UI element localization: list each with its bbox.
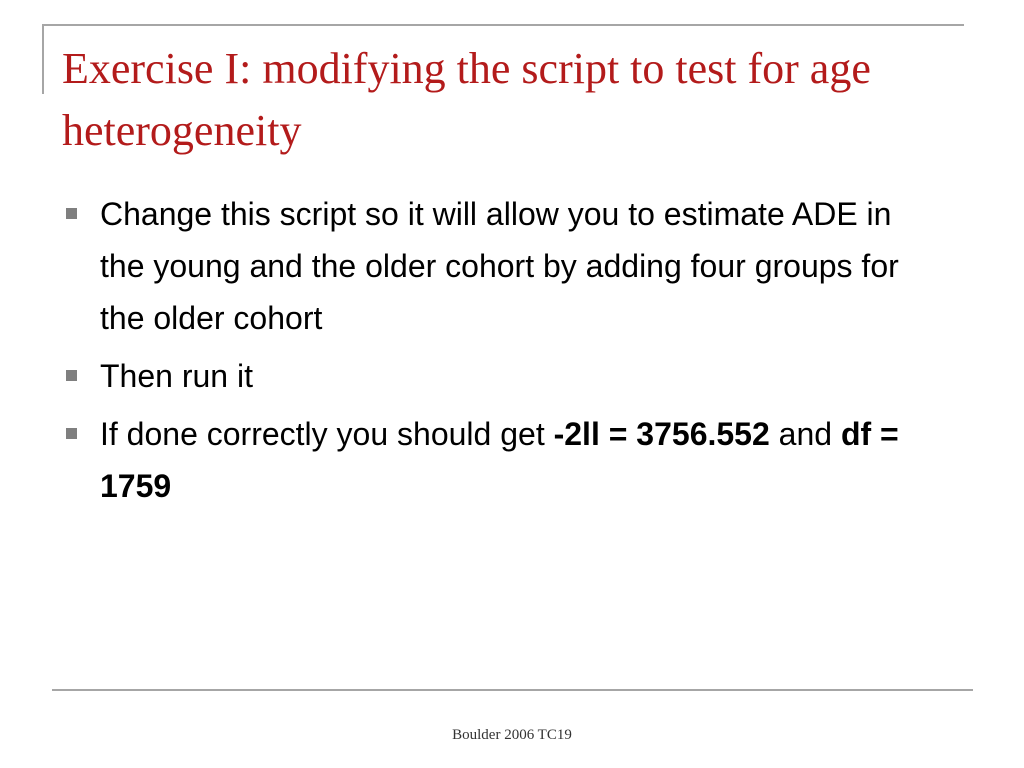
square-bullet-icon [66,370,77,381]
bullet-item-expected-result [62,408,942,512]
bullet-list [62,188,942,518]
expected-df-value: df = 1759 [100,416,899,504]
expected-minus-2ll-value: -2ll = 3756.552 [553,416,770,452]
bullet-text: Change this script so it will allow you to estimate ADE in the young and the older cohort by adding four groups for the older cohort [100,196,899,336]
square-bullet-icon [66,208,77,219]
frame-top-line [42,24,964,26]
slide-footer: Boulder 2006 TC19 [452,727,572,743]
bullet-text-middle: and [769,416,841,452]
bullet-item-run-it [62,350,942,402]
frame-left-line [42,24,44,94]
bullet-item-change-script [62,188,942,344]
bullet-text: Then run it [100,358,253,394]
slide-title: Exercise I: modifying the script to test for age heterogeneity [62,44,871,155]
bullet-text-prefix: If done correctly you should get [100,416,554,452]
footer-divider [52,689,973,691]
square-bullet-icon [66,428,77,439]
